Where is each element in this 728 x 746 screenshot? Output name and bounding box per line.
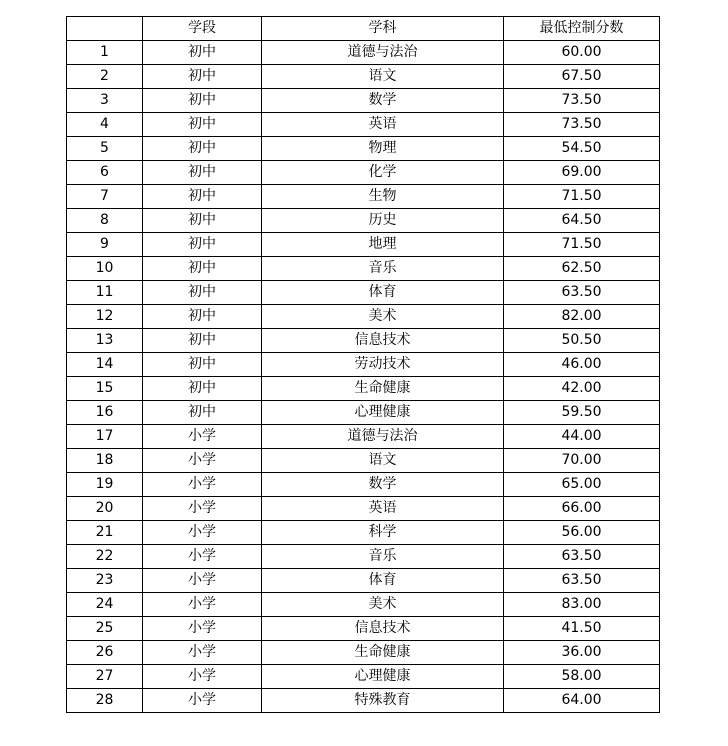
cell-index: 4	[67, 113, 143, 137]
table-row	[67, 401, 660, 425]
cell-index: 6	[67, 161, 143, 185]
cell-index: 13	[67, 329, 143, 353]
table-row	[67, 89, 660, 113]
cell-index: 26	[67, 641, 143, 665]
cell-min-score: 58.00	[504, 665, 660, 689]
table-row	[67, 329, 660, 353]
cell-subject: 英语	[262, 113, 504, 137]
table-row	[67, 641, 660, 665]
table-row	[67, 113, 660, 137]
cell-subject: 音乐	[262, 257, 504, 281]
cell-stage: 小学	[143, 449, 262, 473]
cell-subject: 音乐	[262, 545, 504, 569]
cell-index: 10	[67, 257, 143, 281]
cell-min-score: 63.50	[504, 545, 660, 569]
header-subject: 学科	[262, 17, 504, 41]
score-table	[66, 16, 660, 713]
table-row	[67, 593, 660, 617]
table-row	[67, 209, 660, 233]
cell-min-score: 63.50	[504, 281, 660, 305]
cell-min-score: 56.00	[504, 521, 660, 545]
cell-stage: 初中	[143, 89, 262, 113]
header-index	[67, 17, 143, 41]
cell-stage: 初中	[143, 233, 262, 257]
table-row	[67, 473, 660, 497]
cell-subject: 语文	[262, 449, 504, 473]
header-min-score: 最低控制分数	[504, 17, 660, 41]
cell-subject: 科学	[262, 521, 504, 545]
cell-index: 14	[67, 353, 143, 377]
cell-subject: 历史	[262, 209, 504, 233]
cell-subject: 特殊教育	[262, 689, 504, 713]
cell-stage: 小学	[143, 569, 262, 593]
table-row	[67, 569, 660, 593]
cell-stage: 初中	[143, 185, 262, 209]
table-row	[67, 689, 660, 713]
cell-min-score: 66.00	[504, 497, 660, 521]
cell-subject: 物理	[262, 137, 504, 161]
cell-index: 28	[67, 689, 143, 713]
cell-min-score: 64.50	[504, 209, 660, 233]
cell-stage: 小学	[143, 497, 262, 521]
cell-subject: 信息技术	[262, 329, 504, 353]
table-row	[67, 665, 660, 689]
cell-min-score: 46.00	[504, 353, 660, 377]
cell-subject: 地理	[262, 233, 504, 257]
cell-subject: 语文	[262, 65, 504, 89]
cell-index: 23	[67, 569, 143, 593]
cell-index: 27	[67, 665, 143, 689]
cell-index: 9	[67, 233, 143, 257]
table-row	[67, 257, 660, 281]
table-row	[67, 185, 660, 209]
cell-min-score: 50.50	[504, 329, 660, 353]
cell-min-score: 36.00	[504, 641, 660, 665]
cell-stage: 初中	[143, 209, 262, 233]
cell-index: 15	[67, 377, 143, 401]
cell-stage: 小学	[143, 593, 262, 617]
cell-min-score: 71.50	[504, 233, 660, 257]
table-row	[67, 521, 660, 545]
cell-subject: 心理健康	[262, 401, 504, 425]
table-header	[67, 17, 660, 41]
cell-stage: 初中	[143, 113, 262, 137]
cell-stage: 小学	[143, 617, 262, 641]
cell-stage: 初中	[143, 305, 262, 329]
cell-index: 19	[67, 473, 143, 497]
cell-subject: 美术	[262, 305, 504, 329]
cell-index: 7	[67, 185, 143, 209]
cell-stage: 初中	[143, 41, 262, 65]
cell-subject: 心理健康	[262, 665, 504, 689]
table-row	[67, 137, 660, 161]
cell-min-score: 62.50	[504, 257, 660, 281]
cell-min-score: 73.50	[504, 89, 660, 113]
cell-index: 16	[67, 401, 143, 425]
cell-subject: 劳动技术	[262, 353, 504, 377]
table-row	[67, 305, 660, 329]
table-row	[67, 545, 660, 569]
cell-min-score: 44.00	[504, 425, 660, 449]
cell-stage: 初中	[143, 401, 262, 425]
cell-subject: 生命健康	[262, 377, 504, 401]
table-row	[67, 233, 660, 257]
cell-index: 5	[67, 137, 143, 161]
cell-subject: 美术	[262, 593, 504, 617]
cell-subject: 信息技术	[262, 617, 504, 641]
cell-min-score: 54.50	[504, 137, 660, 161]
cell-min-score: 70.00	[504, 449, 660, 473]
table-row	[67, 617, 660, 641]
cell-index: 22	[67, 545, 143, 569]
cell-min-score: 71.50	[504, 185, 660, 209]
cell-stage: 初中	[143, 377, 262, 401]
cell-subject: 生命健康	[262, 641, 504, 665]
header-stage: 学段	[143, 17, 262, 41]
cell-min-score: 60.00	[504, 41, 660, 65]
cell-stage: 小学	[143, 641, 262, 665]
cell-subject: 体育	[262, 281, 504, 305]
cell-stage: 小学	[143, 521, 262, 545]
cell-index: 12	[67, 305, 143, 329]
cell-index: 1	[67, 41, 143, 65]
cell-min-score: 63.50	[504, 569, 660, 593]
cell-index: 17	[67, 425, 143, 449]
cell-min-score: 82.00	[504, 305, 660, 329]
cell-index: 25	[67, 617, 143, 641]
cell-min-score: 42.00	[504, 377, 660, 401]
cell-subject: 体育	[262, 569, 504, 593]
cell-subject: 英语	[262, 497, 504, 521]
cell-index: 3	[67, 89, 143, 113]
header-row	[67, 17, 660, 41]
cell-index: 18	[67, 449, 143, 473]
cell-subject: 道德与法治	[262, 41, 504, 65]
cell-stage: 小学	[143, 473, 262, 497]
cell-min-score: 41.50	[504, 617, 660, 641]
cell-min-score: 59.50	[504, 401, 660, 425]
cell-min-score: 67.50	[504, 65, 660, 89]
cell-stage: 小学	[143, 545, 262, 569]
cell-stage: 初中	[143, 137, 262, 161]
cell-subject: 数学	[262, 89, 504, 113]
cell-index: 8	[67, 209, 143, 233]
table-row	[67, 497, 660, 521]
cell-min-score: 65.00	[504, 473, 660, 497]
cell-stage: 小学	[143, 689, 262, 713]
table-row	[67, 161, 660, 185]
cell-stage: 小学	[143, 425, 262, 449]
cell-stage: 初中	[143, 161, 262, 185]
cell-index: 24	[67, 593, 143, 617]
cell-subject: 化学	[262, 161, 504, 185]
table-row	[67, 353, 660, 377]
table-row	[67, 425, 660, 449]
cell-subject: 数学	[262, 473, 504, 497]
table-row	[67, 281, 660, 305]
cell-index: 11	[67, 281, 143, 305]
table-row	[67, 41, 660, 65]
cell-stage: 初中	[143, 257, 262, 281]
cell-min-score: 73.50	[504, 113, 660, 137]
table-row	[67, 377, 660, 401]
cell-index: 21	[67, 521, 143, 545]
cell-index: 20	[67, 497, 143, 521]
cell-stage: 初中	[143, 281, 262, 305]
cell-min-score: 64.00	[504, 689, 660, 713]
table-row	[67, 65, 660, 89]
table-row	[67, 449, 660, 473]
cell-stage: 小学	[143, 665, 262, 689]
table-body	[67, 41, 660, 713]
cell-stage: 初中	[143, 65, 262, 89]
cell-stage: 初中	[143, 353, 262, 377]
cell-min-score: 83.00	[504, 593, 660, 617]
cell-subject: 生物	[262, 185, 504, 209]
cell-subject: 道德与法治	[262, 425, 504, 449]
cell-stage: 初中	[143, 329, 262, 353]
cell-min-score: 69.00	[504, 161, 660, 185]
cell-index: 2	[67, 65, 143, 89]
